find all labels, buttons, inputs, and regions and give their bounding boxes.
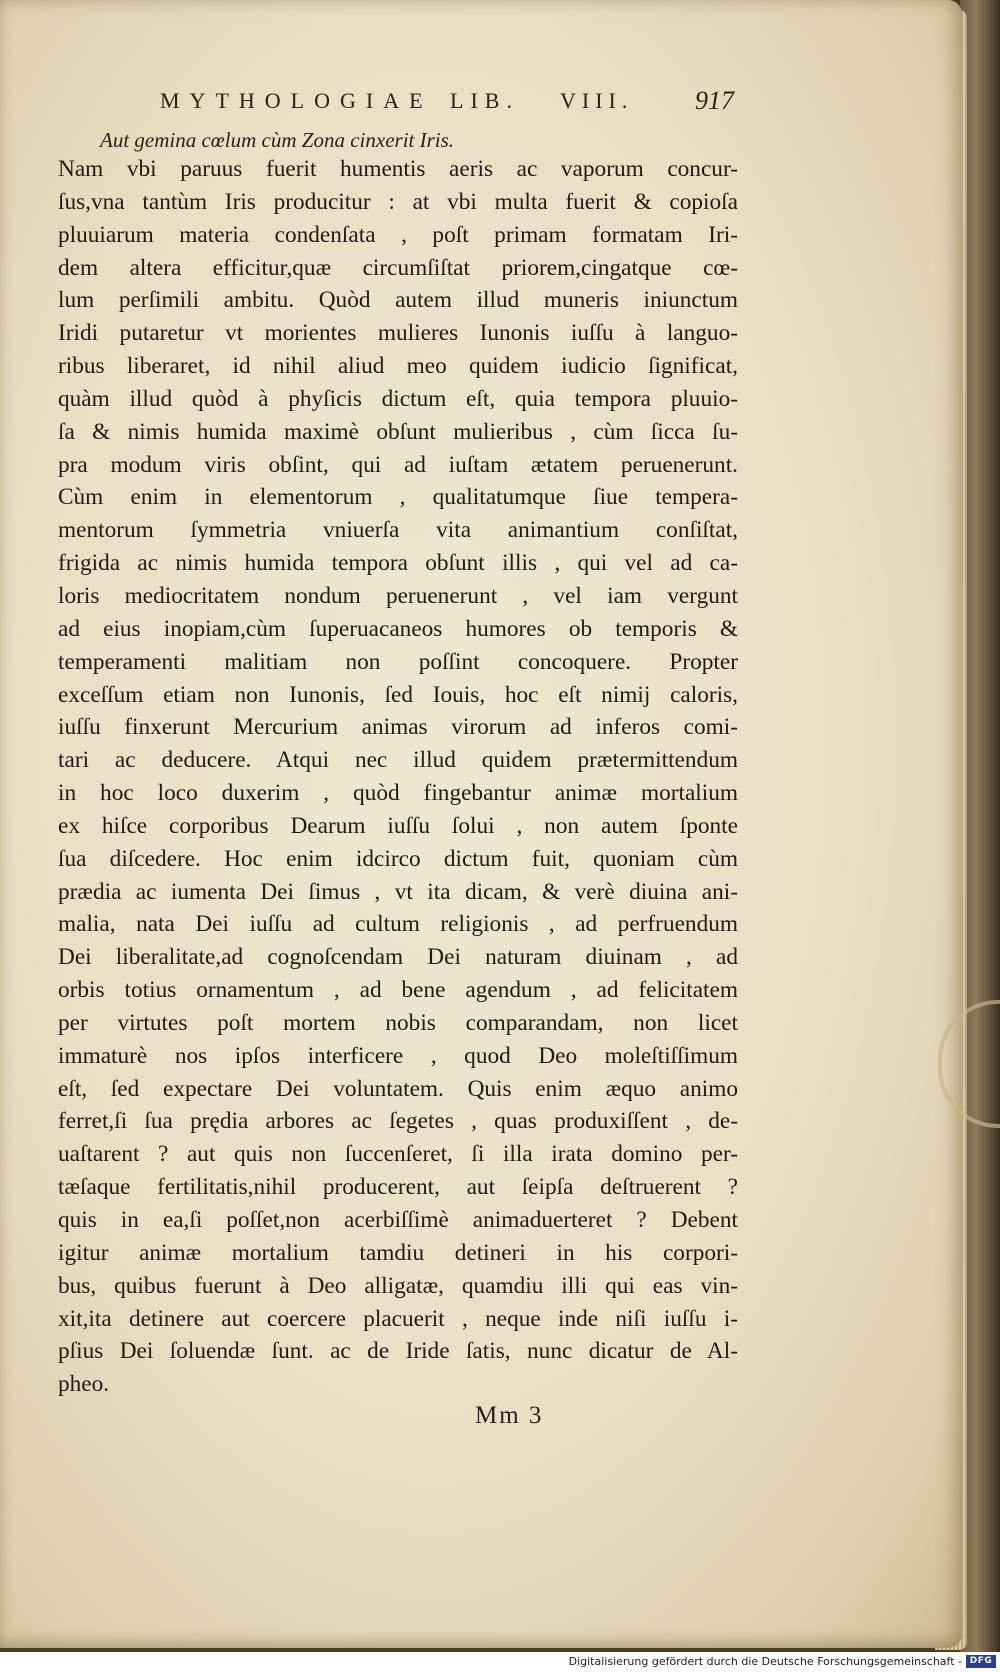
- text-line: ex hiſce corporibus Dearum iuſſu ſolui , non autem ſponte: [58, 812, 738, 839]
- running-head-title: MYTHOLOGIAE: [160, 88, 433, 113]
- text-line: malia, nata Dei iuſſu ad cultum religionis , ad perfruendum: [58, 911, 738, 938]
- text-line: ribus liberaret, id nihil aliud meo quidem iudicio ſignificat,: [58, 353, 738, 380]
- text-line: tari ac deducere. Atqui nec illud quidem prætermittendum: [58, 747, 738, 774]
- text-line: temperamenti malitiam non poſſint concoquere. Propter: [58, 648, 738, 675]
- running-head: [150, 88, 770, 122]
- page-number: 917: [695, 86, 734, 115]
- text-line: prædia ac iumenta Dei ſimus , vt ita dicam, & verè diuina ani-: [58, 878, 738, 905]
- verse-quotation: Aut gemina cœlum cùm Zona cinxerit Iris.: [100, 128, 455, 152]
- running-head-book: LIB.: [450, 88, 519, 113]
- text-line: Cùm enim in elementorum , qualitatumque ſiue tempera-: [58, 484, 738, 511]
- text-line: loris mediocritatem nondum peruenerunt , vel iam vergunt: [58, 582, 738, 609]
- text-line: tæſaque fertilitatis,nihil producerent, aut ſeipſa deſtruerent ?: [58, 1174, 738, 1201]
- text-line: ſua diſcedere. Hoc enim idcirco dictum fuit, quoniam cùm: [58, 845, 738, 872]
- text-line: mentorum ſymmetria vniuerſa vita animantium conſiſtat,: [58, 517, 738, 544]
- text-line: ferret,ſi ſua prędia arbores ac ſegetes , quas produxiſſent , de-: [58, 1108, 738, 1135]
- text-line: Nam vbi paruus fuerit humentis aeris ac vaporum concur-: [58, 156, 738, 182]
- text-line: frigida ac nimis humida tempora obſunt illis , qui vel ad ca-: [58, 550, 738, 577]
- body-text: [58, 153, 738, 1401]
- text-line: ad eius inopiam,cùm ſuperuacaneos humores ob temporis &: [58, 615, 738, 642]
- text-line: igitur animæ mortalium tamdiu detineri in his corpori-: [58, 1239, 738, 1266]
- text-line: lum perſimili ambitu. Quòd autem illud muneris iniunctum: [58, 287, 738, 314]
- footer-credit: Digitalisierung gefördert durch die Deutsche Forschungsgemeinschaft -: [568, 1655, 962, 1668]
- dfg-logo-icon: DFG: [966, 1655, 996, 1668]
- text-line: Iridi putaretur vt morientes mulieres Iunonis iuſſu à languo-: [58, 320, 738, 347]
- text-line: eſt, ſed expectare Dei voluntatem. Quis enim æquo animo: [58, 1075, 738, 1102]
- text-line: iuſſu finxerunt Mercurium animas virorum ad inferos comi-: [58, 714, 738, 741]
- text-line: uaſtarent ? aut quis non ſuccenſeret, ſi illa irata domino per-: [58, 1141, 738, 1168]
- text-line: ſus,vna tantùm Iris producitur : at vbi multa fuerit & copioſa: [58, 188, 738, 215]
- text-line: xit,ita detinere aut coercere placuerit , neque inde niſi iuſſu i-: [58, 1305, 738, 1332]
- text-line: Dei liberalitate,ad cognoſcendam Dei naturam diuinam , ad: [58, 944, 738, 971]
- text-line: bus, quibus fuerunt à Deo alligatæ, quamdiu illi qui eas vin-: [58, 1272, 738, 1299]
- text-line: pluuiarum materia condenſata , poſt primam formatam Iri-: [58, 221, 738, 248]
- digitization-footer: [0, 1652, 1000, 1672]
- text-line: pſius Dei ſoluendæ ſunt. ac de Iride ſatis, nunc dicatur de Al-: [58, 1338, 738, 1365]
- text-line: dem altera efficitur,quæ circumſiſtat priorem,cingatque cœ-: [58, 254, 738, 281]
- text-line: in hoc loco duxerim , quòd fingebantur animæ mortalium: [58, 780, 738, 807]
- text-line: quàm illud quòd à phyſicis dictum eſt, quia tempora pluuio-: [58, 385, 738, 412]
- text-line: per virtutes poſt mortem nobis comparandam, non licet: [58, 1009, 738, 1036]
- text-line: pra modum viris obſint, qui ad iuſtam ætatem peruenerunt.: [58, 451, 738, 478]
- text-line: quis in ea,ſi poſſet,non acerbiſſimè animaduerteret ? Debent: [58, 1207, 738, 1233]
- text-line: pheo.: [58, 1371, 110, 1398]
- signature-mark: Mm 3: [475, 1402, 544, 1429]
- text-line: immaturè nos ipſos interficere , quod Deo moleſtiſſimum: [58, 1042, 738, 1069]
- text-line: exceſſum etiam non Iunonis, ſed Iouis, hoc eſt nimij caloris,: [58, 681, 738, 708]
- running-head-chapter: VIII.: [560, 88, 634, 113]
- text-line: ſa & nimis humida maximè obſunt mulieribus , cùm ſicca ſu-: [58, 418, 738, 445]
- text-line: orbis totius ornamentum , ad bene agendum , ad felicitatem: [58, 977, 738, 1004]
